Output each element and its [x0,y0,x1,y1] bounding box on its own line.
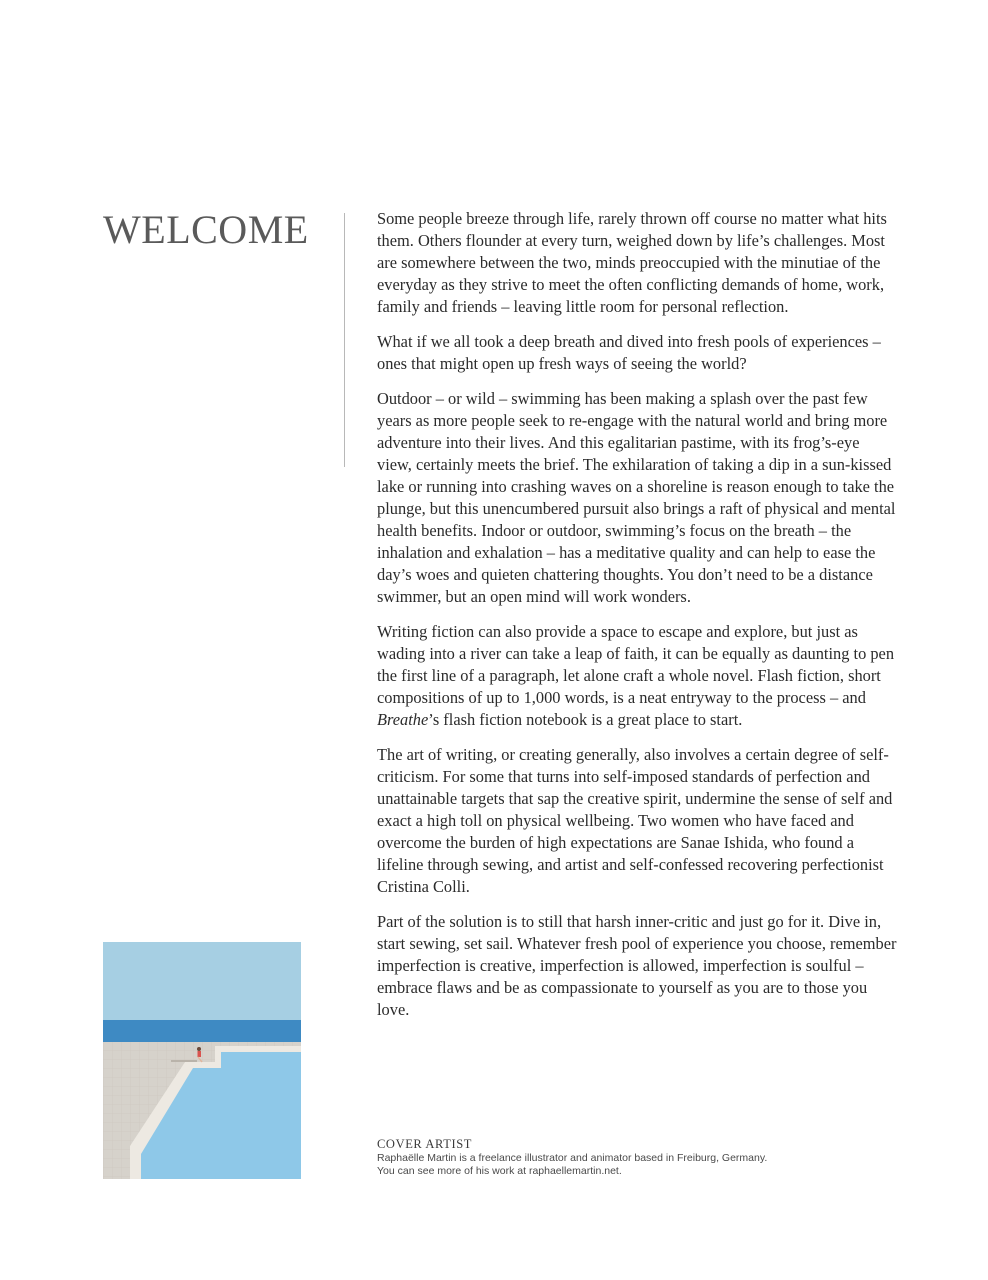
cover-artist-link-text: You can see more of his work at raphaellemartin.net. [377,1165,622,1177]
sea [103,1020,301,1042]
cover-illustration [103,942,301,1179]
paragraph-1: Some people breeze through life, rarely thrown off course no matter what hits them. Others flounder at every turn, weighed down by life’s challenges. Most are somewhere between the two, minds preoccupied with the minutiae of the everyday as they strive to meet the often conflicting demands of home, work, family and friends – leaving little room for personal reflection. [377,209,887,316]
paragraph-2: What if we all took a deep breath and dived into fresh pools of experiences – ones that might open up fresh ways of seeing the world? [377,332,881,373]
page-title: WELCOME [103,207,309,252]
welcome-body [377,208,897,1034]
cover-artist-bio: Raphaëlle Martin is a freelance illustrator and animator based in Freiburg, Germany. [377,1152,768,1164]
vertical-divider [344,213,345,467]
sky [103,942,301,1020]
cover-artist-credit [377,1136,897,1178]
paragraph-6: Part of the solution is to still that harsh inner-critic and just go for it. Dive in, start sewing, set sail. Whatever fresh pool of experience you choose, remember imperfection is creative, imperfection is allowed, imperfection is soulful – embrace flaws and be as compassionate to yourself as you are to those you love. [377,912,897,1019]
paragraph-5: The art of writing, or creating generally, also involves a certain degree of self-criticism. For some that turns into self-imposed standards of perfection and unattainable targets that sap the creative spirit, undermine the sense of self and exact a high toll on physical wellbeing. Two women who have faced and overcome the burden of high expectations are Sanae Ishida, who found a lifeline through sewing, and artist and self-confessed recovering perfectionist Cristina Colli. [377,745,893,896]
cover-artist-heading: COVER ARTIST [377,1137,472,1151]
paragraph-4-end: ’s flash fiction notebook is a great place to start. [428,710,743,729]
magazine-name: Breathe [377,710,429,729]
paragraph-3: Outdoor – or wild – swimming has been making a splash over the past few years as more people seek to re-engage with the natural world and bring more adventure into their lives. And this egalitarian pastime, with its frog’s-eye view, certainly meets the brief. The exhilaration of taking a dip in a sun-kissed lake or running into crashing waves on a shoreline is reason enough to take the plunge, but this unencumbered pursuit also brings a raft of physical and mental health benefits. Indoor or outdoor, swimming’s focus on the breath – the inhalation and exhalation – has a meditative quality and can help to ease the day’s woes and quieten chattering thoughts. You don’t need to be a distance swimmer, but an open mind will work wonders. [377,389,896,606]
paragraph-4-start: Writing fiction can also provide a space to escape and explore, but just as wading into a river can take a leap of faith, it can be equally as daunting to pen the first line of a paragraph, let alone craft a whole novel. Flash fiction, short compositions of up to 1,000 words, is a neat entryway to the process – and [377,622,895,707]
paragraph-4 [377,621,897,731]
